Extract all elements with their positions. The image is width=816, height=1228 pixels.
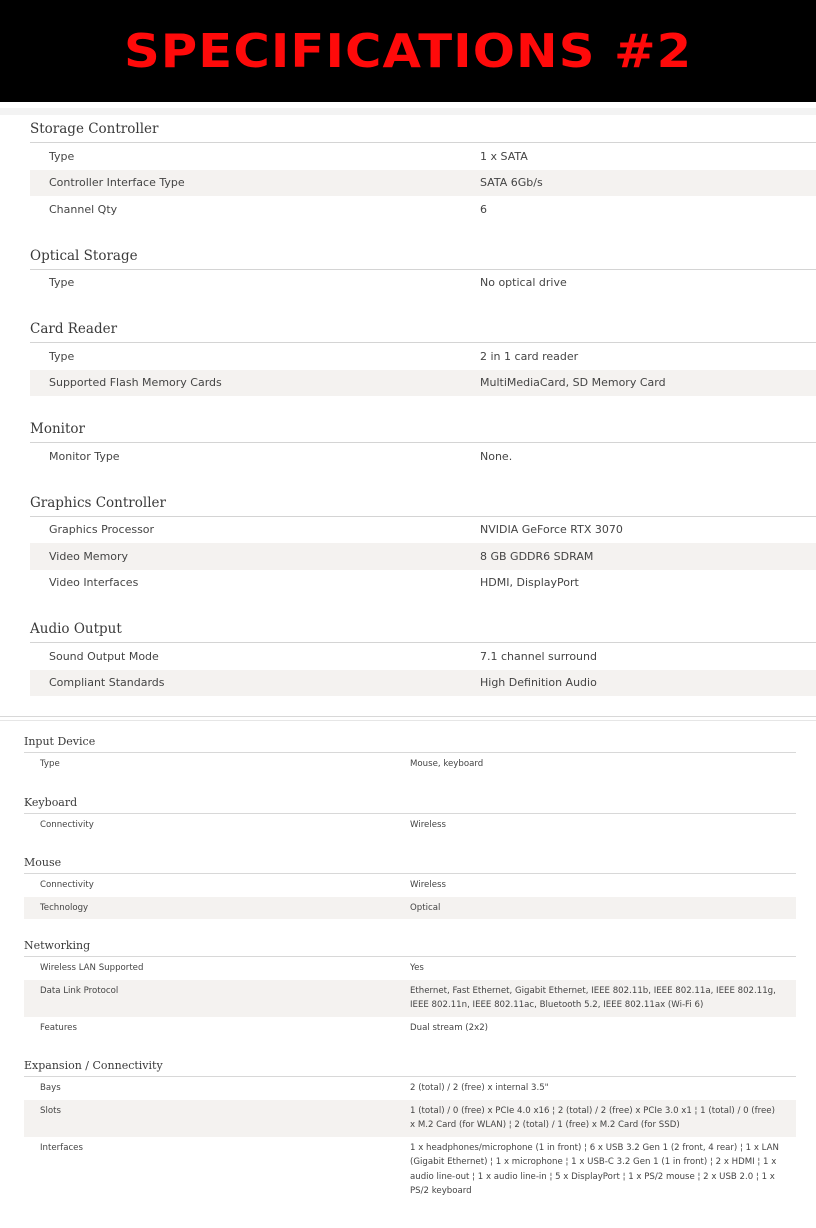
spec-row: [30, 643, 816, 670]
spec-label: Interfaces: [40, 1142, 83, 1153]
spec-value: Optical: [410, 902, 441, 913]
spec-row: [30, 196, 816, 223]
spec-value: 2 in 1 card reader: [480, 349, 579, 363]
spec-row: [24, 814, 796, 837]
spec-value: SATA 6Gb/s: [480, 176, 543, 190]
spec-section: [30, 616, 816, 696]
spec-label: Controller Interface Type: [49, 176, 185, 190]
section-title: Card Reader: [30, 316, 816, 343]
spec-label: Compliant Standards: [49, 676, 165, 690]
spec-row: [24, 980, 796, 1017]
spec-label: Video Interfaces: [49, 576, 139, 590]
spec-section: [24, 935, 796, 1039]
spec-value: MultiMediaCard, SD Memory Card: [480, 376, 666, 390]
spec-value: Wireless: [410, 819, 446, 830]
spec-label: Type: [40, 759, 60, 769]
spec-section: [24, 792, 796, 837]
spec-row: [30, 517, 816, 544]
spec-label: Supported Flash Memory Cards: [49, 376, 222, 390]
spec-value: 7.1 channel surround: [480, 649, 597, 663]
spec-value: 1 (total) / 0 (free) x PCIe 4.0 x16 ¦ 2 (total) / 2 (free) x PCIe 3.0 x1 ¦ 1 (total) / 0 (free) x M.2 Card (for WLAN) ¦ 2 (total) / 1 (free) x M.2 Card (for SSD): [410, 1105, 775, 1130]
section-title: Audio Output: [30, 616, 816, 643]
spec-value: 6: [480, 202, 487, 216]
section-title: Expansion / Connectivity: [24, 1055, 796, 1077]
spec-row: [30, 370, 816, 397]
spec-value: HDMI, DisplayPort: [480, 576, 579, 590]
spec-label: Graphics Processor: [49, 523, 155, 537]
spec-row: [24, 874, 796, 897]
spec-value: Ethernet, Fast Ethernet, Gigabit Ethernet, IEEE 802.11b, IEEE 802.11a, IEEE 802.11g, IEEE 802.11n, IEEE 802.11ac, Bluetooth 5.2, IEEE 802.11ax (Wi-Fi 6): [410, 985, 776, 1010]
spec-value: 1 x headphones/microphone (1 in front) ¦ 6 x USB 3.2 Gen 1 (2 front, 4 rear) ¦ 1 x LAN (Gigabit Ethernet) ¦ 1 x microphone ¦ 1 x USB-C 3.2 Gen 1 (1 in front) ¦ 2 x HDMI ¦ 1 x audio line-out ¦ 1 x audio line-in ¦ 5 x DisplayPort ¦ 1 x PS/2 mouse ¦ 2 x USB 2.0 ¦ 1 x PS/2 keyboard: [410, 1142, 779, 1196]
section-title: Optical Storage: [30, 243, 816, 270]
spec-section: [30, 416, 816, 470]
spec-label: Features: [40, 1022, 77, 1033]
spec-value: Dual stream (2x2): [410, 1022, 489, 1033]
section-title: Storage Controller: [30, 116, 816, 143]
spec-row: [24, 1017, 796, 1040]
banner-title: SPECIFICATIONS #2: [123, 24, 693, 78]
spec-label: Connectivity: [40, 880, 94, 890]
spec-value: 1 x SATA: [480, 149, 528, 163]
banner: [0, 0, 816, 102]
section-title: Keyboard: [24, 792, 796, 814]
spec-value: High Definition Audio: [480, 676, 597, 690]
spec-row: [30, 343, 816, 370]
section-divider: [0, 716, 816, 721]
spec-label: Bays: [40, 1083, 61, 1093]
spec-row: [30, 270, 816, 297]
section-title: Input Device: [24, 731, 796, 753]
spec-section: [24, 731, 796, 776]
spec-section: [30, 490, 816, 597]
spec-label: Type: [49, 149, 75, 163]
spec-row: [24, 1077, 796, 1100]
lower-spec-list: [24, 731, 796, 1219]
spec-row: [24, 897, 796, 920]
spec-row: [30, 670, 816, 697]
spec-label: Channel Qty: [49, 202, 118, 216]
spec-label: Type: [49, 276, 75, 290]
spec-value: Mouse, keyboard: [410, 759, 484, 769]
spec-row: [24, 957, 796, 980]
spec-row: [24, 1137, 796, 1203]
spec-value: None.: [480, 449, 513, 463]
spec-label: Technology: [40, 902, 89, 913]
spec-value: NVIDIA GeForce RTX 3070: [480, 523, 623, 537]
spec-label: Data Link Protocol: [40, 985, 119, 996]
spec-row: [30, 143, 816, 170]
spec-label: Type: [49, 349, 75, 363]
spec-value: Yes: [410, 963, 424, 973]
spec-section: [24, 852, 796, 919]
section-title: Networking: [24, 935, 796, 957]
spec-label: Video Memory: [49, 549, 129, 563]
spec-label: Monitor Type: [49, 449, 120, 463]
spec-label: Sound Output Mode: [49, 649, 159, 663]
spec-value: 2 (total) / 2 (free) x internal 3.5": [410, 1083, 549, 1093]
spec-label: Connectivity: [40, 819, 94, 830]
spec-section: [30, 116, 816, 223]
spec-value: No optical drive: [480, 276, 567, 290]
section-title: Mouse: [24, 852, 796, 874]
spec-section: [24, 1055, 796, 1203]
spec-section: [30, 243, 816, 297]
spec-row: [30, 170, 816, 197]
spec-label: Wireless LAN Supported: [40, 963, 144, 973]
spec-row: [30, 570, 816, 597]
section-title: Monitor: [30, 416, 816, 443]
spec-row: [24, 1100, 796, 1137]
spec-label: Slots: [40, 1105, 61, 1116]
spec-row: [30, 543, 816, 570]
spec-row: [24, 753, 796, 776]
spec-row: [30, 443, 816, 470]
upper-spec-list: [30, 116, 816, 716]
spec-value: Wireless: [410, 880, 446, 890]
section-title: Graphics Controller: [30, 490, 816, 517]
spec-value: 8 GB GDDR6 SDRAM: [480, 549, 594, 563]
spec-section: [30, 316, 816, 396]
gap-strip: [0, 108, 816, 115]
